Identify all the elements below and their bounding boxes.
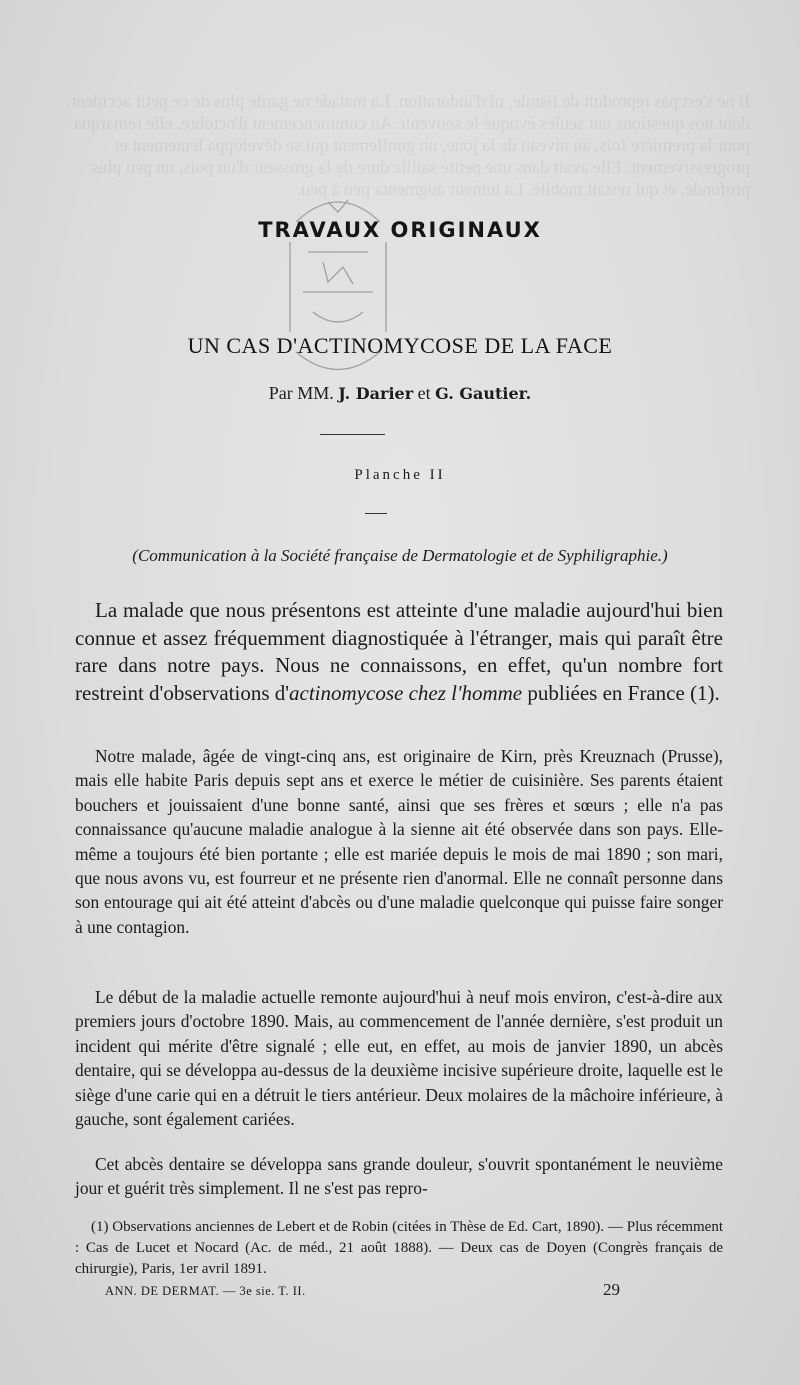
page-number: 29 [603,1280,620,1299]
divider-short [365,513,387,514]
footnote: (1) Observations anciennes de Lebert et de Robin (citées in Thèse de Ed. Cart, 1890). — Plus récemment : Cas de Lucet et Nocard (Ac. de méd., 21 août 1888). — Deux cas de Doyen (Congrès français de chirurgie), Paris, 1er avril 1891. [75,1219,723,1277]
lead-italic: actinomycose chez l'homme [289,680,523,705]
paragraph-patient: Notre malade, âgée de vingt-cinq ans, est originaire de Kirn, près Kreuznach (Prusse), mais elle habite Paris depuis sept ans et exerce le métier de cuisinière. Ses parents étaient bouchers et jouissaient d'une bonne santé, ainsi que ses frères et sœurs ; elle n'a pas connaissance qu'aucune maladie analogue à la sienne ait été observée dans son pays. Elle-même a toujours été bien portante ; elle est mariée depuis le mois de mai 1890 ; son mari, que nous avons vu, est fourreur et ne présente rien d'anormal. Elle ne connaît personne dans son entourage qui ait été atteint d'abcès ou d'une maladie quelconque qui puisse faire songer à une contagion. [75,746,723,937]
author-darier: J. Darier [338,384,414,403]
paragraph-onset: Le début de la maladie actuelle remonte aujourd'hui à neuf mois environ, c'est-à-dire aux premiers jours d'octobre 1890. Mais, au commencement de l'année dernière, s'est produit un incident qui mérite d'être signalé ; elle eut, en effet, au mois de janvier 1890, un abcès dentaire, qui se développa au-dessus de la deuxième incisive supérieure droite, laquelle est le siège d'une carie qui en a détruit le tiers antérieur. Deux molaires de la mâchoire inférieure, à gauche, sont également cariées. [75,987,723,1130]
communication-note: (Communication à la Société française de Dermatologie et de Syphiligraphie.) [132,546,668,565]
paragraph-abscess: Cet abcès dentaire se développa sans grande douleur, s'ouvrit spontanément le neuvième jour et guérit très simplement. Il ne s'est pas repro- [75,1154,723,1199]
section-header: TRAVAUX ORIGINAUX [258,218,542,242]
bleed-through: Il ne s'est pas reproduit de fistule, ni d'induration. La malade ne garde plus de ce petit accident, dont nos questions ont seules évoqué le souvenir. Au commencement d'octobre, elle remarqua pour la première fois, au niveau de la joue, un gonflement qui se développa lentement et progressivement. Elle avait dans une petite saillie dure de la grosseur d'un pois, un peu plus profonde, et qui restait mobile. La tumeur augmenta peu à peu. [66,91,750,199]
lead-text: La malade que nous présentons est atteinte d'une maladie aujourd'hui bien connue et assez fréquemment diagnostiquée à l'étranger, mais qui paraît être rare dans notre pays. Nous ne connaissons, en effet, qu'un nombre fort restreint d'observations d' [75,598,723,705]
journal-footer: ANN. DE DERMAT. — 3e sie. T. II. [105,1284,306,1298]
lead-end: publiées en France (1). [522,680,720,705]
lead-paragraph [75,597,723,707]
byline-prefix: Par MM. [268,383,334,403]
plate-label: Planche II [354,467,446,483]
article-title: UN CAS D'ACTINOMYCOSE DE LA FACE [187,333,613,358]
byline-and: et [417,383,431,403]
author-gautier: G. Gautier. [435,384,532,403]
byline [0,383,800,404]
divider [320,434,385,435]
